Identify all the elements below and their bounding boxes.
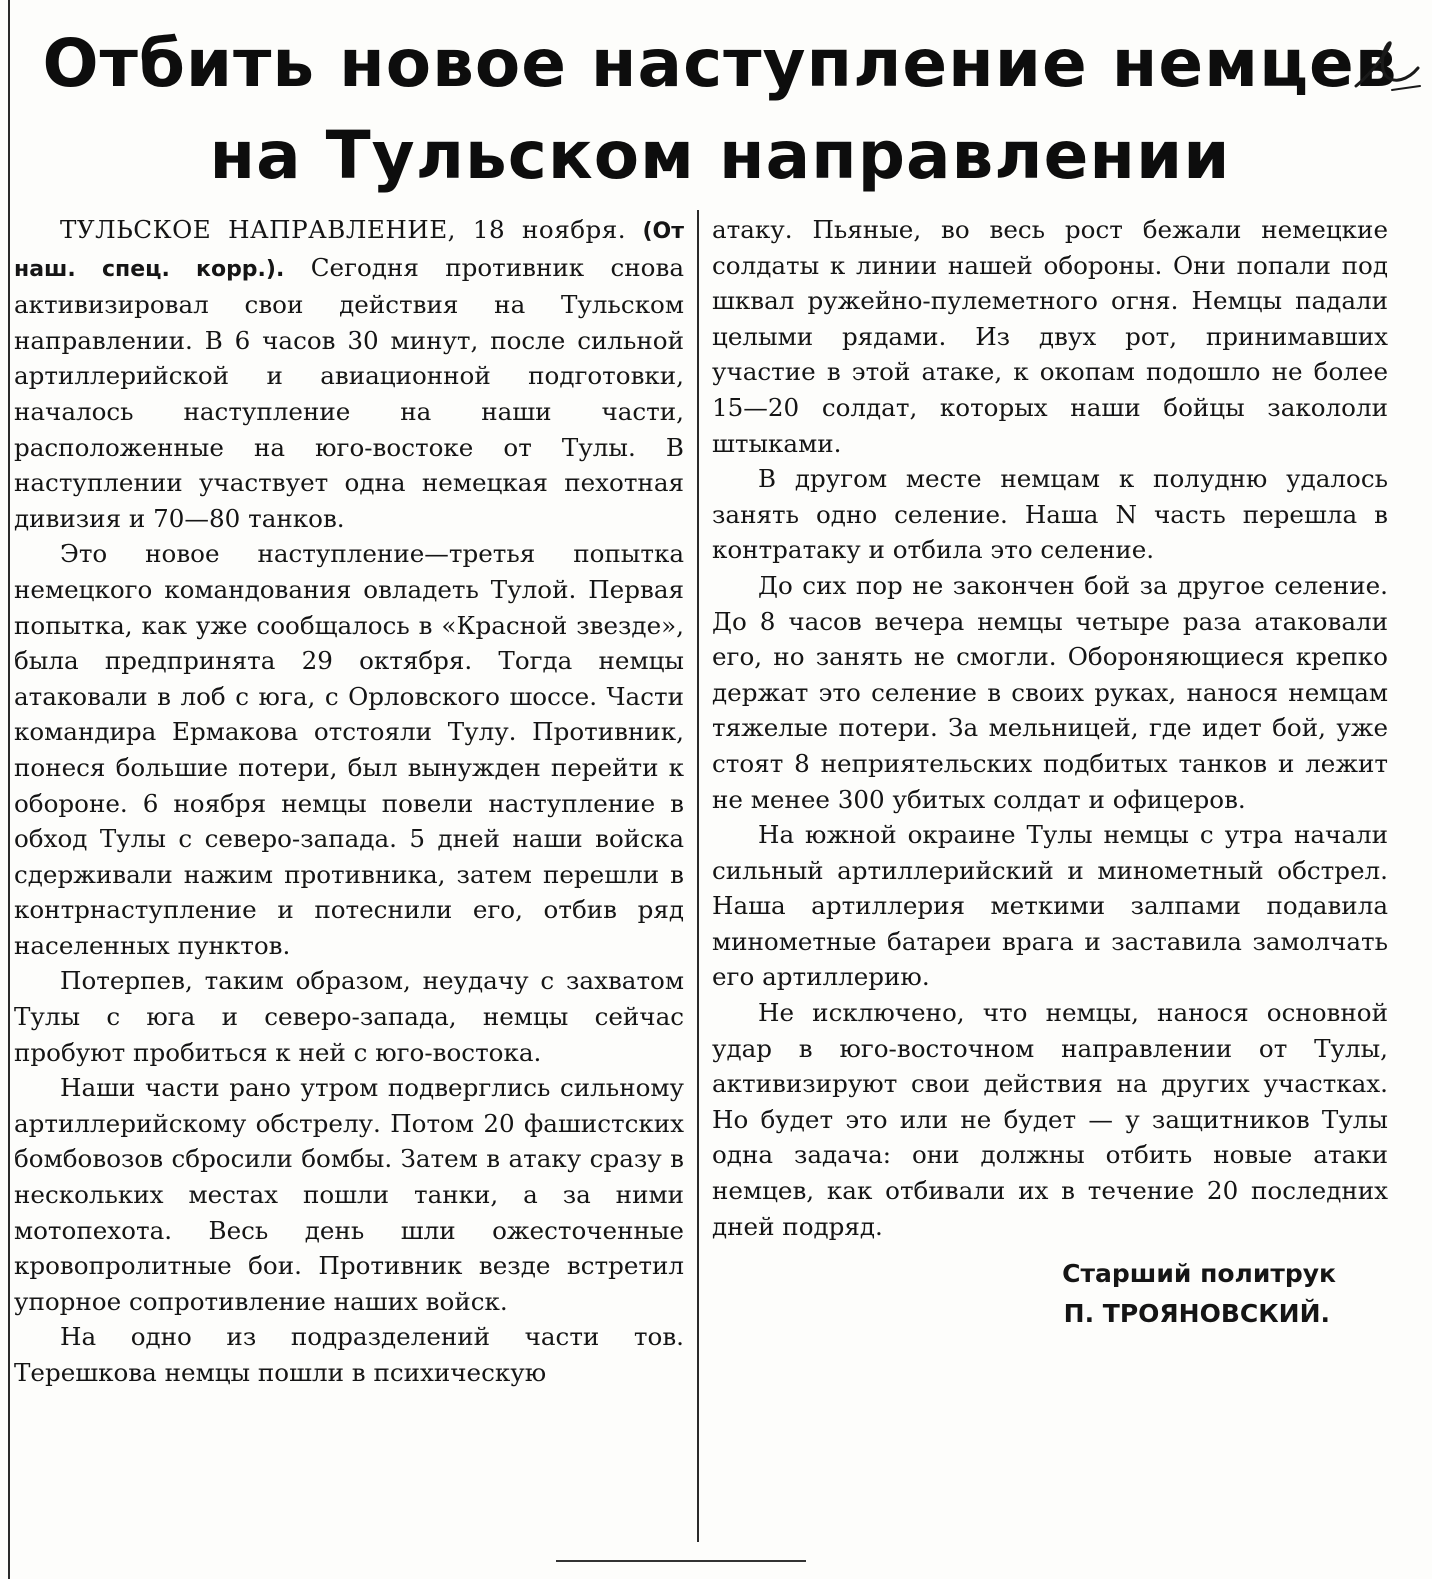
headline-line-1: Отбить новое наступление немцев <box>42 25 1398 102</box>
paragraph-6: В другом месте немцам к полудню удалось занять одно селение. Наша N часть перешла в контратаку и отбила это селение. <box>712 464 1388 565</box>
paragraph-4: Наши части рано утром подверглись сильному артиллерийскому обстрелу. Потом 20 фашистских бомбовозов сбросили бомбы. Затем в атаку сразу в нескольких местах пошли танки, а за ними мотопехота. Весь день шли ожесточенные кровопролитные бои. Противник везде встретил упорное сопротивление наших войск. <box>14 1073 684 1316</box>
dateline: ТУЛЬСКОЕ НАПРАВЛЕНИЕ, 18 ноября. <box>60 215 627 244</box>
paragraph-5-continued: атаку. Пьяные, во весь рост бежали немецкие солдаты к линии нашей обороны. Они попали под шквал ружейно-пулеметного огня. Немцы падали целыми рядами. Из двух рот, принимавших участие в этой атаке, к окопам подошло не более 15—20 солдат, которых наши бойцы закололи штыками. <box>712 215 1388 458</box>
author-name: П. ТРОЯНОВСКИЙ. <box>1063 1299 1330 1329</box>
lead-paragraph <box>14 212 684 536</box>
paragraph-5-start: На одно из подразделений части тов. Терешкова немцы пошли в психическую <box>14 1322 684 1387</box>
paragraph-3: Потерпев, таким образом, неудачу с захватом Тулы с юга и северо-запада, немцы сейчас пробуют пробиться к ней с юго-востока. <box>14 966 684 1067</box>
handwritten-pen-mark <box>1352 28 1422 98</box>
paragraph-8: На южной окраине Тулы немцы с утра начали сильный артиллерийский и минометный обстрел. Наша артиллерия меткими залпами подавила минометные батареи врага и заставила замолчать его артиллерию. <box>712 820 1388 992</box>
author-title: Старший политрук <box>1062 1259 1336 1289</box>
left-margin-rule <box>8 0 10 1579</box>
bottom-rule <box>556 1560 806 1562</box>
source-credit: (От наш. спец. корр.). <box>14 219 684 282</box>
paragraph-9: Не исключено, что немцы, нанося основной удар в юго-восточном направлении от Тулы, активизируют свои действия на других участках. Но будет это или не будет — у защитников Тулы одна задача: они должны отбить новые атаки немцев, как отбивали их в течение 20 последних дней подряд. <box>712 998 1388 1241</box>
article-headline <box>20 18 1420 202</box>
headline-line-2: на Тульском направлении <box>209 117 1231 194</box>
paragraph-7: До сих пор не закончен бой за другое селение. До 8 часов вечера немцы четыре раза атаковали его, но занять не смогли. Обороняющиеся крепко держат это селение в своих руках, нанося немцам тяжелые потери. За мельницей, где идет бой, уже стоят 8 неприятельских подбитых танков и лежит не менее 300 убитых солдат и офицеров. <box>712 570 1388 814</box>
lead-text: Сегодня противник снова активизировал свои действия на Тульском направлении. В 6 часов 30 минут, после сильной артиллерийской и авиационной подготовки, началось наступление на наши части, расположенные на юго-востоке от Тулы. В наступлении участвует одна немецкая пехотная дивизия и 70—80 танков. <box>14 252 684 533</box>
article-column-left <box>14 212 684 1391</box>
article-column-right <box>712 212 1388 1334</box>
column-divider <box>697 210 699 1542</box>
author-signature <box>712 1254 1388 1334</box>
paragraph-2: Это новое наступление—третья попытка немецкого командования овладеть Тулой. Первая попытка, как уже сообщалось в «Красной звезде», была предпринята 29 октября. Тогда немцы атаковали в лоб с юга, с Орловского шоссе. Части командира Ермакова отстояли Тулу. Противник, понеся большие потери, был вынужден перейти к обороне. 6 ноября немцы повели наступление в обход Тулы с северо-запада. 5 дней наши войска сдерживали нажим противника, затем перешли в контрнаступление и потеснили его, отбив ряд населенных пунктов. <box>14 539 684 960</box>
